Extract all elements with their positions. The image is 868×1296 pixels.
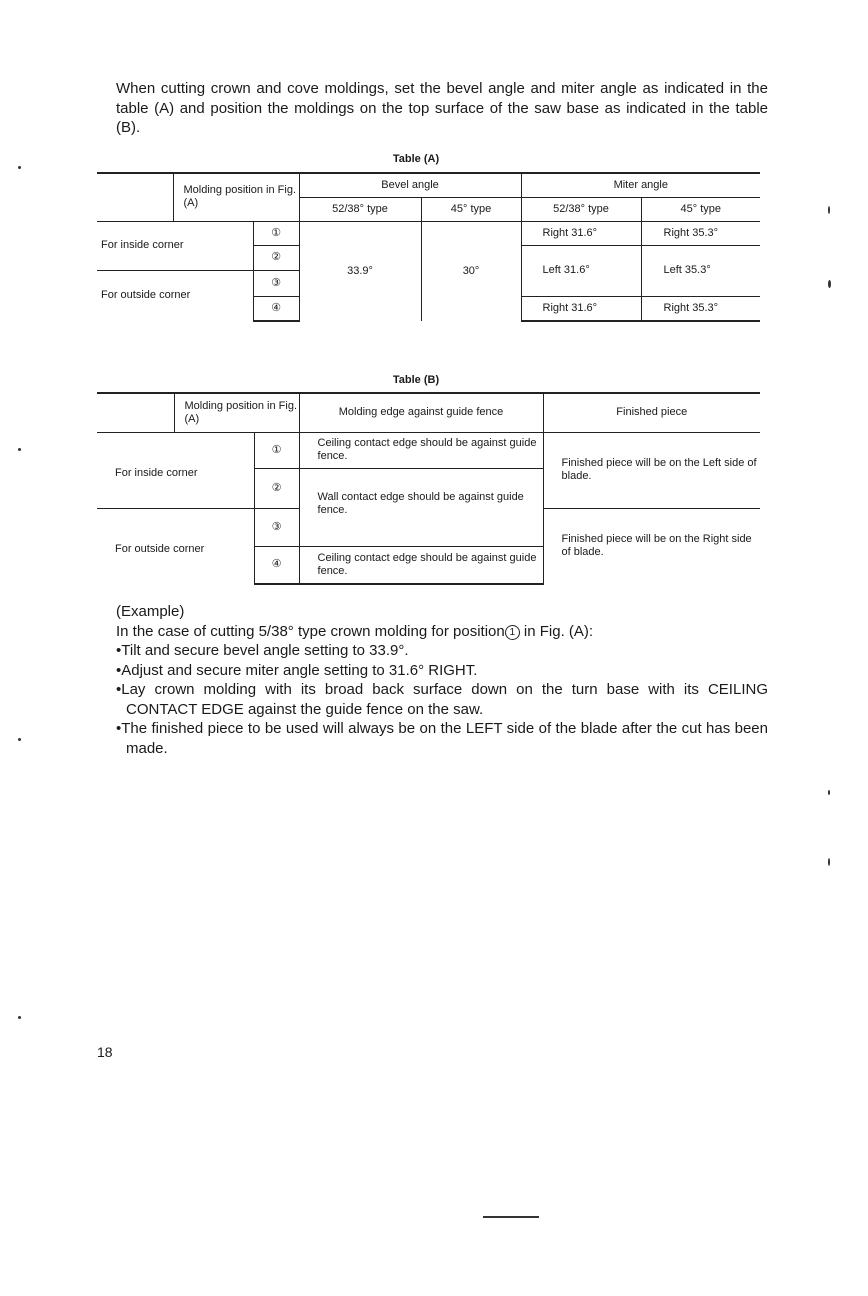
example-lead <box>116 622 768 642</box>
table-a-header-miter-45: 45° type <box>641 197 760 221</box>
table-b-position-1 <box>254 432 299 468</box>
position-1-marker: ① <box>271 443 282 456</box>
table-a-position-1 <box>253 221 299 245</box>
position-2-marker: ② <box>271 251 281 263</box>
table-a-position-2 <box>253 245 299 270</box>
table-a-group-outside: For outside corner <box>97 270 253 321</box>
table-b-header-molding-position: Molding position in Fig. (A) <box>174 393 299 432</box>
table-b-title: Table (B) <box>392 374 440 386</box>
table-b <box>97 392 760 585</box>
scan-speck <box>828 206 830 214</box>
scan-speck <box>828 790 830 795</box>
intro-paragraph: When cutting crown and cove moldings, set the bevel angle and miter angle as indicated in the table (A) and position the moldings on the top surface of the saw base as indicated in the table (B). <box>116 80 768 136</box>
table-b-finished-right: Finished piece will be on the Right side of blade. <box>543 508 760 584</box>
table-b-edge-23: Wall contact edge should be against guide fence. <box>299 468 543 546</box>
table-a-header-bevel-45: 45° type <box>421 197 521 221</box>
example-lead-prefix: In the case of cutting 5/38° type crown molding for position <box>116 622 505 640</box>
table-a-title: Table (A) <box>392 153 440 165</box>
table-b-position-3 <box>254 508 299 546</box>
scan-speck <box>828 858 830 866</box>
position-3-marker: ③ <box>271 520 282 533</box>
table-a-position-3 <box>253 270 299 296</box>
table-a-header-molding-position: Molding position in Fig. (A) <box>173 173 299 221</box>
scan-speck <box>18 448 21 451</box>
scan-speck <box>18 166 21 169</box>
scan-speck <box>18 1016 21 1019</box>
example-bullet: •Lay crown molding with its broad back surface down on the turn base with its CEILING CONTACT EDGE against the guide fence on the saw. <box>116 681 768 718</box>
table-b-group-outside: For outside corner <box>97 508 254 584</box>
example-bullet: •The finished piece to be used will always be on the LEFT side of the blade after the cut has been made. <box>116 720 768 757</box>
example-section <box>116 602 768 758</box>
position-4-marker: ④ <box>271 301 281 314</box>
table-b-header-finished: Finished piece <box>543 393 760 432</box>
example-bullet: •Adjust and secure miter angle setting to 31.6° RIGHT. <box>116 661 478 679</box>
table-b-corner-cell <box>97 393 174 432</box>
table-b-header-edge: Molding edge against guide fence <box>299 393 543 432</box>
table-a-bevel-45-value: 30° <box>421 221 521 321</box>
table-a-header-miter-52: 52/38° type <box>521 197 641 221</box>
position-3-marker: ③ <box>271 276 281 289</box>
table-a-miter-p23-45: Left 35.3° <box>641 245 760 296</box>
table-a-group-inside: For inside corner <box>97 221 253 270</box>
table-a-corner-cell <box>97 173 173 221</box>
scan-speck <box>483 1216 539 1218</box>
table-a-position-4 <box>253 296 299 321</box>
table-a <box>97 172 760 322</box>
table-a-header-miter-angle: Miter angle <box>521 173 760 197</box>
position-1-marker: 1 <box>505 625 520 640</box>
example-bullet: •Tilt and secure bevel angle setting to 33.9°. <box>116 642 409 659</box>
position-2-marker: ② <box>271 481 282 494</box>
example-lead-suffix: in Fig. (A): <box>523 622 594 640</box>
scan-speck <box>18 738 21 741</box>
table-b-group-inside: For inside corner <box>97 432 254 508</box>
table-a-header-bevel-52: 52/38° type <box>299 197 421 221</box>
example-heading: (Example) <box>116 603 185 620</box>
table-b-position-4 <box>254 546 299 584</box>
table-a-bevel-52-value: 33.9° <box>299 221 421 321</box>
position-1-marker: ① <box>271 226 281 239</box>
table-a-miter-p4-45: Right 35.3° <box>641 296 760 321</box>
table-b-finished-left: Finished piece will be on the Left side of blade. <box>543 432 760 508</box>
table-a-miter-p4-52: Right 31.6° <box>521 296 641 321</box>
table-a-miter-p1-45: Right 35.3° <box>641 221 760 245</box>
table-a-header-bevel-angle: Bevel angle <box>299 173 521 197</box>
table-b-edge-4: Ceiling contact edge should be against guide fence. <box>299 546 543 584</box>
position-4-marker: ④ <box>271 558 282 571</box>
scan-speck <box>828 280 831 288</box>
page-number: 18 <box>97 1044 113 1060</box>
table-b-position-2 <box>254 468 299 508</box>
table-b-edge-1: Ceiling contact edge should be against guide fence. <box>299 432 543 468</box>
table-a-miter-p23-52: Left 31.6° <box>521 245 641 296</box>
table-a-miter-p1-52: Right 31.6° <box>521 221 641 245</box>
